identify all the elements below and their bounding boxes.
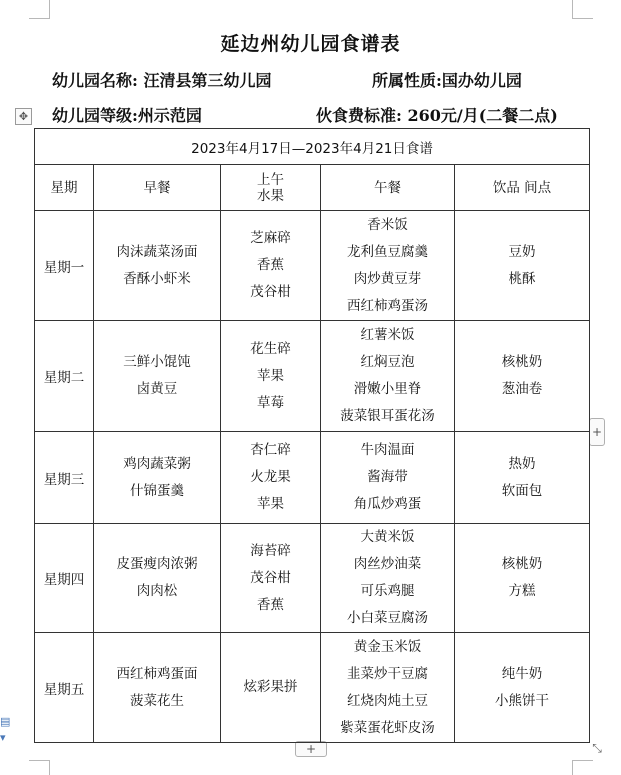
menu-item: 角瓜炒鸡蛋 <box>353 496 422 512</box>
menu-item: 红烧肉炖土豆 <box>347 692 428 709</box>
menu-item: 卤黄豆 <box>136 381 178 397</box>
menu-item: 核桃奶 <box>501 354 543 370</box>
lunch-cell <box>321 432 455 524</box>
weekday-cell: 星期四 <box>35 524 94 633</box>
add-row-icon[interactable]: + <box>295 741 327 757</box>
kindergarten-nature: 所属性质:国办幼儿园 <box>372 71 522 90</box>
menu-item: 肉炒黄豆芽 <box>353 270 422 287</box>
menu-item: 核桃奶 <box>501 556 543 572</box>
menu-item: 豆奶 <box>508 243 536 260</box>
kindergarten-name: 幼儿园名称: 汪清县第三幼儿园 <box>52 71 272 90</box>
fruit-cell <box>221 321 321 432</box>
menu-item: 菠菜银耳蛋花汤 <box>340 408 435 424</box>
menu-item: 肉肉松 <box>136 583 178 599</box>
weekday-cell: 星期五 <box>35 633 94 743</box>
table-row <box>35 432 590 524</box>
breakfast-cell <box>94 524 221 633</box>
menu-item: 红薯米饭 <box>360 327 415 343</box>
fruit-cell <box>221 432 321 524</box>
menu-item: 三鲜小馄饨 <box>123 354 191 370</box>
menu-item: 韭菜炒干豆腐 <box>347 665 428 682</box>
header-weekday <box>35 165 94 211</box>
menu-item: 杏仁碎 <box>250 442 291 458</box>
menu-item: 菠菜花生 <box>130 692 184 709</box>
header-breakfast <box>94 165 221 211</box>
lunch-cell <box>321 633 455 743</box>
menu-item: 可乐鸡腿 <box>360 583 415 599</box>
header-drink-snack <box>455 165 590 211</box>
menu-item: 西红柿鸡蛋汤 <box>347 297 428 314</box>
header-text: 午餐 <box>374 179 401 196</box>
weekday-cell: 星期一 <box>35 211 94 321</box>
menu-item: 草莓 <box>257 394 284 411</box>
menu-item: 肉丝炒油菜 <box>353 556 422 572</box>
breakfast-cell <box>94 432 221 524</box>
snack-cell <box>455 211 590 321</box>
menu-item: 热奶 <box>508 455 536 472</box>
menu-item: 葱油卷 <box>501 381 543 397</box>
table-row <box>35 633 590 743</box>
add-column-icon[interactable]: + <box>589 418 605 446</box>
menu-item: 黄金玉米饭 <box>353 638 422 655</box>
menu-item: 花生碎 <box>250 340 291 357</box>
menu-item: 香蕉 <box>257 257 284 273</box>
menu-item: 什锦蛋羹 <box>130 482 184 499</box>
menu-item: 桃酥 <box>508 270 536 287</box>
lunch-cell <box>321 321 455 432</box>
fruit-cell <box>221 211 321 321</box>
fruit-cell <box>221 524 321 633</box>
crop-mark-bottom-left <box>29 760 50 775</box>
weekday-cell: 星期二 <box>35 321 94 432</box>
kindergarten-level: 幼儿园等级:州示范园 <box>52 106 202 125</box>
menu-table <box>34 128 590 743</box>
menu-item: 鸡肉蔬菜粥 <box>123 455 191 472</box>
snack-cell <box>455 432 590 524</box>
header-text: 饮品 间点 <box>492 179 552 196</box>
menu-item: 软面包 <box>501 482 543 499</box>
menu-item: 肉沫蔬菜汤面 <box>116 243 198 260</box>
menu-item: 方糕 <box>508 583 536 599</box>
meal-fee-standard: 伙食费标准: 260元/月(二餐二点) <box>316 106 558 125</box>
header-text: 水果 <box>257 187 284 204</box>
menu-item: 西红柿鸡蛋面 <box>116 665 198 682</box>
snack-cell <box>455 524 590 633</box>
menu-item: 海苔碎 <box>250 542 291 559</box>
crop-mark-top-left <box>29 0 50 19</box>
menu-item: 茂谷柑 <box>250 569 291 586</box>
menu-item: 香蕉 <box>257 596 284 613</box>
fruit-cell <box>221 633 321 743</box>
breakfast-cell <box>94 321 221 432</box>
menu-item: 滑嫩小里脊 <box>353 381 422 397</box>
menu-item: 炫彩果拼 <box>243 679 298 695</box>
document-title: 延边州幼儿园食谱表 <box>220 33 401 55</box>
crop-mark-top-right <box>572 0 593 19</box>
lunch-cell <box>321 211 455 321</box>
menu-item: 苹果 <box>257 367 284 384</box>
header-text: 星期 <box>50 179 78 196</box>
breakfast-cell <box>94 211 221 321</box>
header-text: 早餐 <box>143 179 171 196</box>
menu-item: 小熊饼干 <box>495 692 549 709</box>
menu-item: 龙利鱼豆腐羹 <box>347 243 428 260</box>
menu-item: 芝麻碎 <box>250 230 291 246</box>
menu-item: 酱海带 <box>367 469 408 485</box>
header-text: 上午 <box>257 171 284 188</box>
weekday-cell: 星期三 <box>35 432 94 524</box>
header-lunch <box>321 165 455 211</box>
lunch-cell <box>321 524 455 633</box>
breakfast-cell <box>94 633 221 743</box>
menu-item: 皮蛋瘦肉浓粥 <box>116 556 198 572</box>
crop-mark-bottom-right <box>572 760 593 775</box>
side-tool-icon[interactable]: ▤ ▾ <box>0 715 11 744</box>
table-resize-icon[interactable]: ⤡ <box>592 741 602 755</box>
menu-item: 大黄米饭 <box>360 529 415 545</box>
snack-cell <box>455 633 590 743</box>
table-move-icon[interactable]: ✥ <box>15 108 32 125</box>
menu-item: 紫菜蛋花虾皮汤 <box>340 719 435 736</box>
date-range: 2023年4月17日—2023年4月21日食谱 <box>35 129 590 165</box>
menu-item: 火龙果 <box>250 469 291 485</box>
menu-item: 苹果 <box>257 496 284 512</box>
header-morning-fruit <box>221 165 321 211</box>
menu-item: 小白菜豆腐汤 <box>347 610 428 626</box>
menu-item: 茂谷柑 <box>250 284 291 300</box>
menu-item: 牛肉温面 <box>360 442 415 458</box>
menu-item: 纯牛奶 <box>501 665 543 682</box>
table-row <box>35 211 590 321</box>
menu-item: 红焖豆泡 <box>360 354 415 370</box>
table-row <box>35 321 590 432</box>
menu-item: 香酥小虾米 <box>123 270 191 287</box>
snack-cell <box>455 321 590 432</box>
menu-item: 香米饭 <box>367 216 408 233</box>
table-row <box>35 524 590 633</box>
